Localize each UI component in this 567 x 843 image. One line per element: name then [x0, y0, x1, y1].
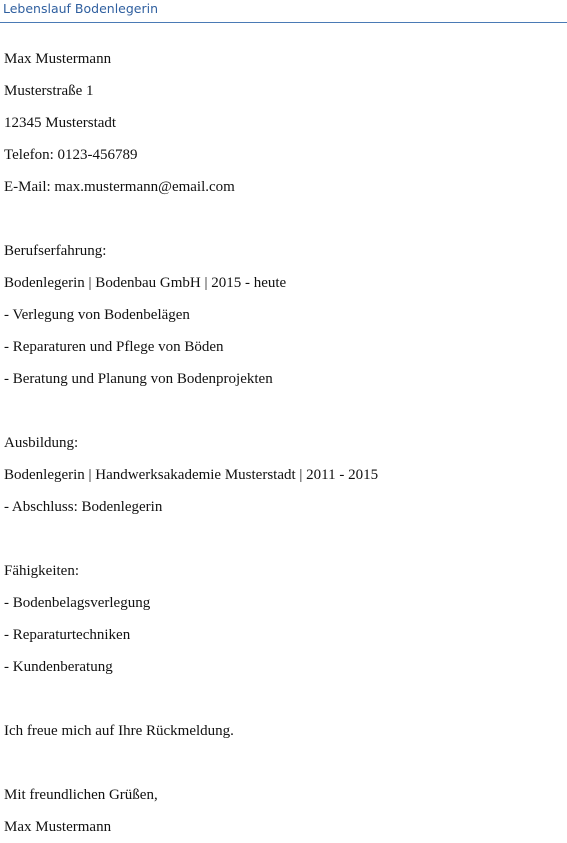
education-item: - Abschluss: Bodenlegerin — [4, 499, 163, 515]
contact-section — [4, 43, 559, 203]
experience-position: Bodenlegerin | Bodenbau GmbH | 2015 - heute — [4, 275, 287, 291]
document-body — [4, 43, 559, 843]
skills-heading: Fähigkeiten: — [4, 563, 79, 579]
spacer — [4, 747, 559, 779]
document-header — [0, 0, 567, 23]
contact-city: 12345 Musterstadt — [4, 115, 117, 131]
skills-item: - Bodenbelagsverlegung — [4, 595, 151, 611]
skills-section — [4, 555, 559, 683]
experience-item: - Reparaturen und Pflege von Böden — [4, 339, 224, 355]
closing-signature: Max Mustermann — [4, 819, 112, 835]
skills-item: - Kundenberatung — [4, 659, 113, 675]
contact-email: E-Mail: max.mustermann@email.com — [4, 179, 235, 195]
experience-item: - Verlegung von Bodenbelägen — [4, 307, 190, 323]
education-heading: Ausbildung: — [4, 435, 79, 451]
skills-item: - Reparaturtechniken — [4, 627, 131, 643]
contact-phone: Telefon: 0123-456789 — [4, 147, 138, 163]
education-section — [4, 427, 559, 523]
contact-street: Musterstraße 1 — [4, 83, 94, 99]
contact-name: Max Mustermann — [4, 51, 112, 67]
spacer — [4, 683, 559, 715]
experience-heading: Berufserfahrung: — [4, 243, 107, 259]
spacer — [4, 523, 559, 555]
document-title: Lebenslauf Bodenlegerin — [3, 1, 159, 16]
experience-item: - Beratung und Planung von Bodenprojekten — [4, 371, 273, 387]
spacer — [4, 203, 559, 235]
spacer — [4, 395, 559, 427]
experience-section — [4, 235, 559, 395]
education-entry: Bodenlegerin | Handwerksakademie Musterstadt | 2011 - 2015 — [4, 467, 379, 483]
closing-sentence: Ich freue mich auf Ihre Rückmeldung. — [4, 723, 234, 739]
closing-greeting: Mit freundlichen Grüßen, — [4, 787, 158, 803]
